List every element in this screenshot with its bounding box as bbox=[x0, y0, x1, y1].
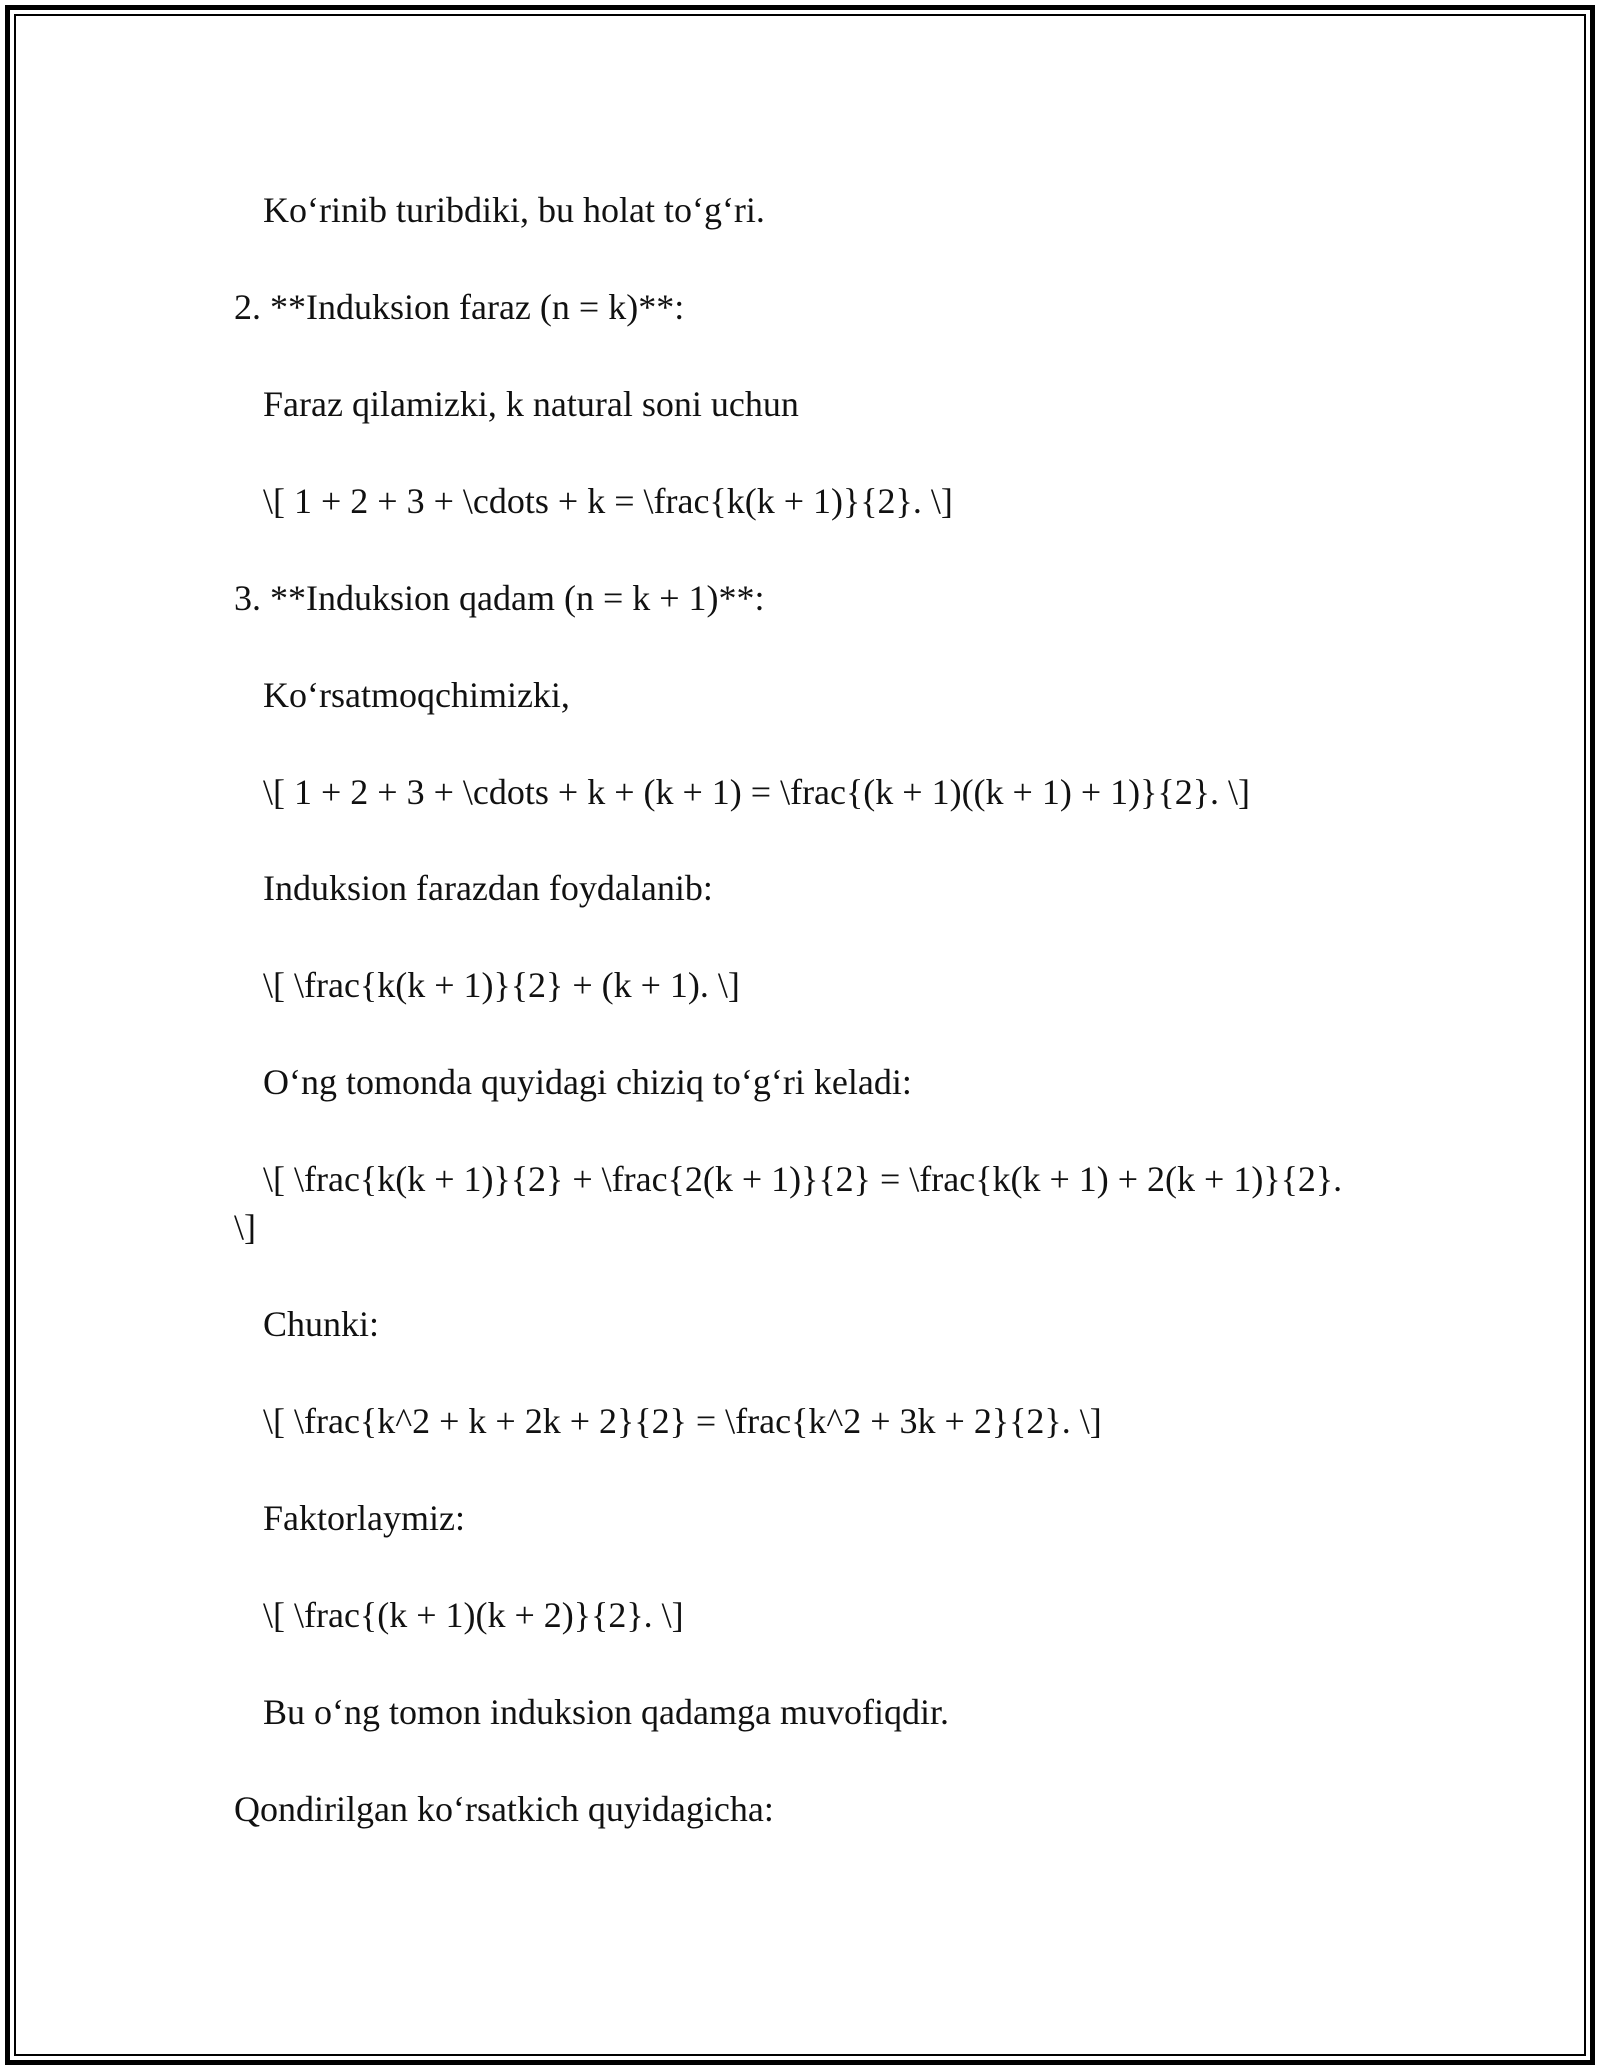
step-heading-induction-step: 3. **Induksion qadam (n = k + 1)**: bbox=[234, 578, 765, 618]
formula-line-hypothesis: \[ 1 + 2 + 3 + \cdots + k = \frac{k(k + 1)}{2}. \] bbox=[263, 481, 953, 521]
text-line-base-case-conclusion: Ko‘rinib turibdiki, bu holat to‘g‘ri. bbox=[263, 190, 765, 230]
text-line-want-to-show: Ko‘rsatmoqchimizki, bbox=[263, 675, 570, 715]
formula-line-factored: \[ \frac{(k + 1)(k + 2)}{2}. \] bbox=[263, 1595, 684, 1635]
text-line-right-side: O‘ng tomonda quyidagi chiziq to‘g‘ri keladi: bbox=[263, 1062, 912, 1102]
formula-line-expand: \[ \frac{k^2 + k + 2k + 2}{2} = \frac{k^2 + 3k + 2}{2}. \] bbox=[263, 1401, 1102, 1441]
text-line-conclusion-intro: Qondirilgan ko‘rsatkich quyidagicha: bbox=[234, 1789, 774, 1829]
text-line-factor: Faktorlaymiz: bbox=[263, 1498, 465, 1538]
formula-line-common-denominator: \[ \frac{k(k + 1)}{2} + \frac{2(k + 1)}{2} = \frac{k(k + 1) + 2(k + 1)}{2}. bbox=[263, 1159, 1343, 1199]
formula-line-substitution: \[ \frac{k(k + 1)}{2} + (k + 1). \] bbox=[263, 965, 740, 1005]
formula-line-common-denominator-end: \] bbox=[234, 1207, 256, 1247]
text-line-because: Chunki: bbox=[263, 1304, 380, 1344]
step-heading-induction-hypothesis: 2. **Induksion faraz (n = k)**: bbox=[234, 287, 685, 327]
text-line-assume: Faraz qilamizki, k natural soni uchun bbox=[263, 384, 799, 424]
formula-line-goal: \[ 1 + 2 + 3 + \cdots + k + (k + 1) = \frac{(k + 1)((k + 1) + 1)}{2}. \] bbox=[263, 772, 1250, 812]
text-line-matches-step: Bu o‘ng tomon induksion qadamga muvofiqdir. bbox=[263, 1692, 949, 1732]
text-line-using-hypothesis: Induksion farazdan foydalanib: bbox=[263, 868, 713, 908]
